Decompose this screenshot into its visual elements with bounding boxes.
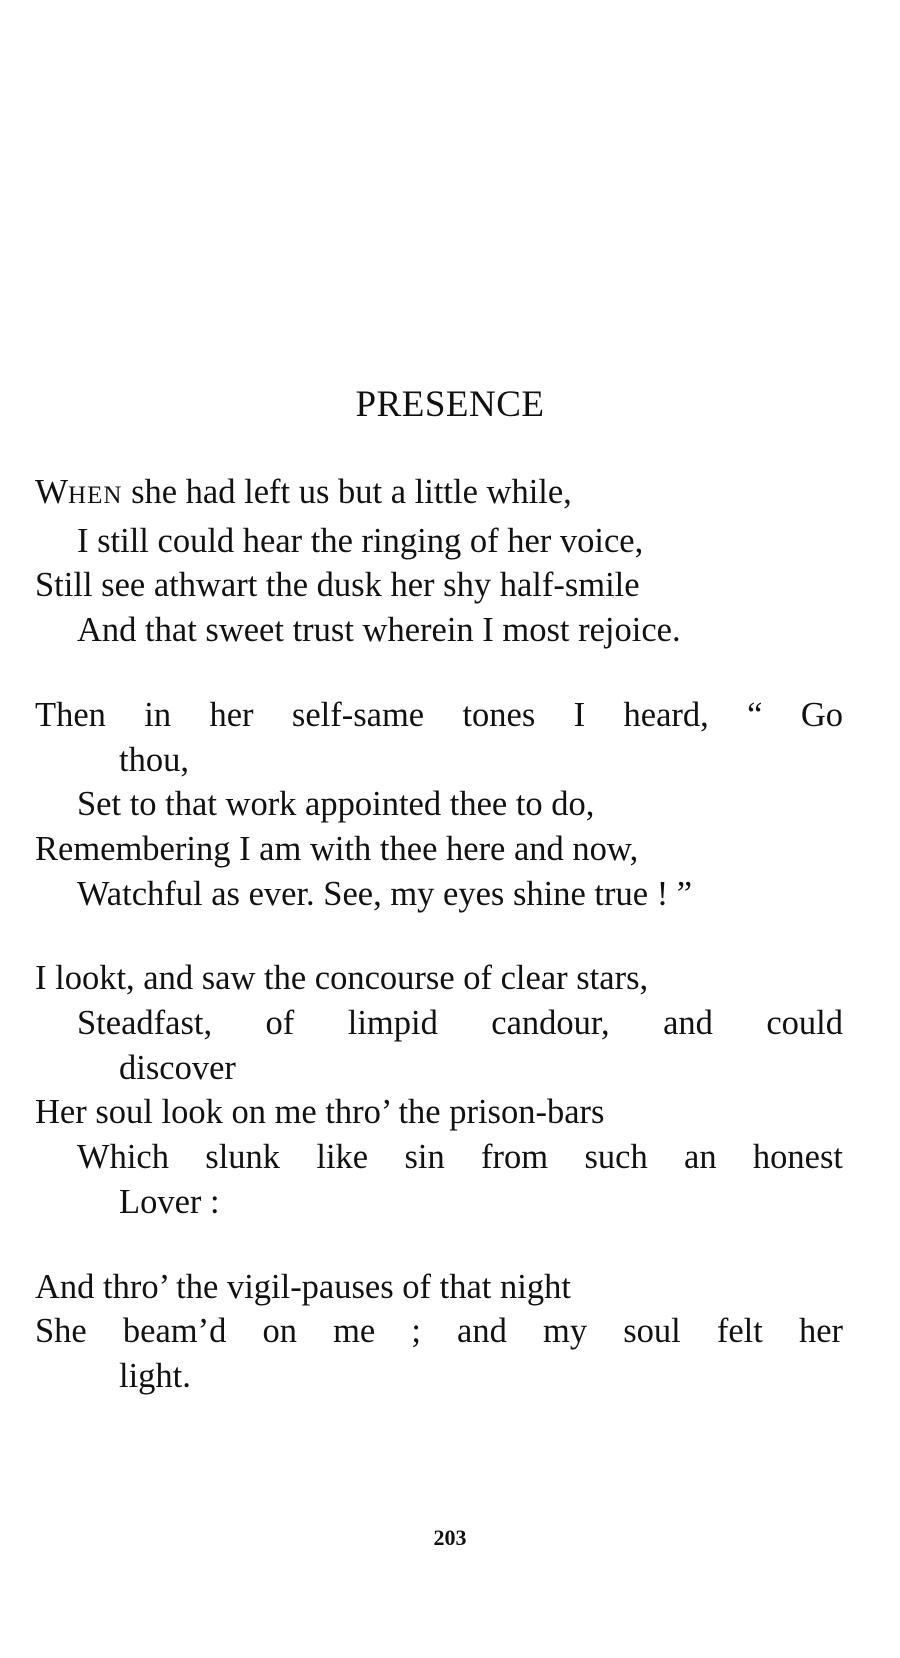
poem-line: Steadfast, of limpid candour, and could [77,1004,843,1043]
poem-line: Still see athwart the dusk her shy half-smile [35,566,640,605]
stanza-4 [35,1265,843,1399]
poem-line-continuation: discover [119,1048,236,1087]
poem-title: PRESENCE [355,384,545,425]
poem-line: And that sweet trust wherein I most rejoice. [77,611,681,650]
poem-line: And thro’ the vigil-pauses of that night [35,1267,571,1306]
first-word-initial: W [35,472,69,511]
poem-line: I lookt, and saw the concourse of clear stars, [35,959,649,998]
poem-line: Watchful as ever. See, my eyes shine true ! ” [77,874,693,913]
stanza-3 [35,956,843,1224]
poem-line: She beam’d on me ; and my soul felt her [35,1312,843,1351]
poem-line: I still could hear the ringing of her voice, [77,521,644,560]
poem-line: Which slunk like sin from such an honest [77,1138,843,1177]
poem-line-continuation: thou, [119,740,189,779]
poem-body [35,470,843,1399]
poem-line [35,470,843,519]
line-text: she had left us but a little while, [122,473,572,511]
poem-line-continuation: Lover : [119,1182,220,1221]
poem-line: Remembering I am with thee here and now, [35,829,639,868]
poem-line: Set to that work appointed thee to do, [77,785,595,824]
page-number: 203 [433,1525,467,1550]
stanza-1 [35,470,843,653]
stanza-2 [35,693,843,917]
poem-line-continuation: light. [119,1356,191,1395]
poem-line: Her soul look on me thro’ the prison-bars [35,1093,605,1132]
first-word-small-caps: HEN [68,482,123,509]
poem-line: Then in her self-same tones I heard, “ Go [35,695,843,734]
